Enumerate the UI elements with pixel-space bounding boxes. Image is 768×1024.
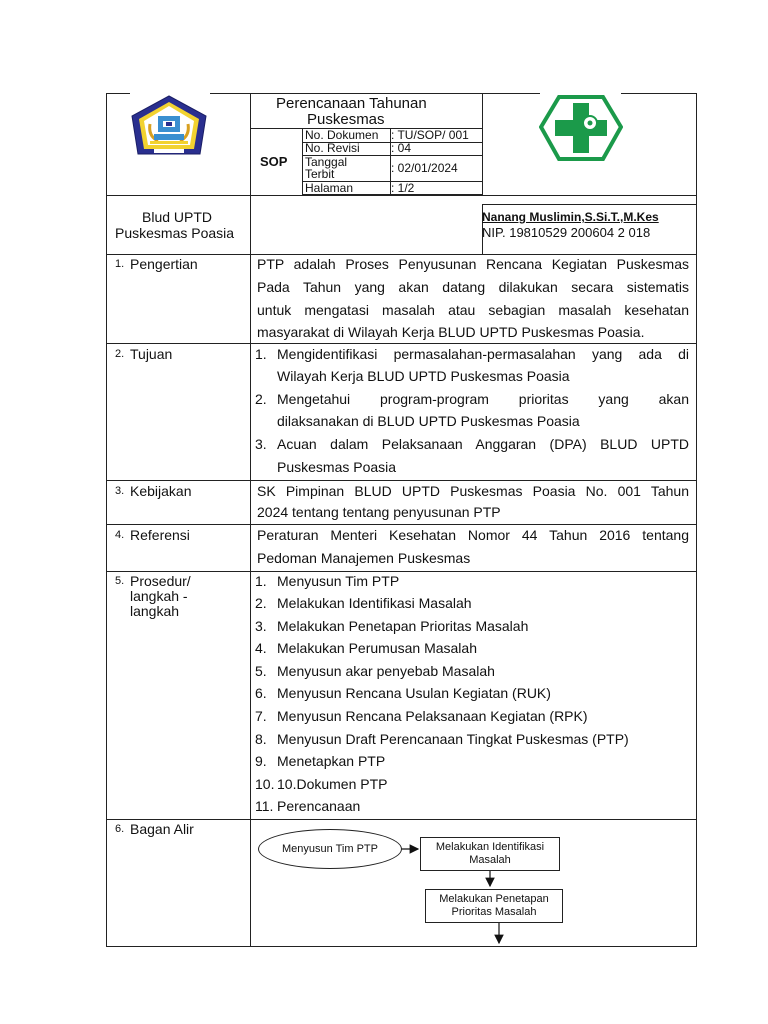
prosedur-item-text: Melakukan Perumusan Masalah [277,640,477,656]
row-sep-pengertian [106,343,697,344]
tujuan-item-text: Acuan dalam Pelaksanaan Anggaran (DPA) BLUD UPTD [277,436,689,452]
meta-value-no-dokumen: : TU/SOP/ 001 [391,128,469,142]
section-label-prosedur: langkah - [130,588,188,604]
meta-value-tanggal-terbit: : 02/01/2024 [391,161,458,175]
row-sep-tujuan [106,480,697,481]
flow-box-penetapan-line1: Melakukan Penetapan [439,893,549,905]
section-number: 5. [115,575,125,587]
prosedur-item-text: Menetapkan PTP [277,753,386,769]
tujuan-item-text: Mengidentifikasi permasalahan-permasalahan yang ada di [277,346,689,362]
section-number: 3. [115,485,125,497]
meta-label-no-revisi: No. Revisi [305,141,360,155]
prosedur-item-text: Menyusun Rencana Pelaksanaan Kegiatan (RPK) [277,708,588,724]
puskesmas-green-cross-logo [539,93,623,163]
prosedur-item-text: Melakukan Penetapan Prioritas Masalah [277,618,529,634]
signer-name: Nanang Muslimin,S.Si.T.,M.Kes [482,210,659,224]
tujuan-item-text: Wilayah Kerja BLUD UPTD Puskesmas Poasia [277,368,570,384]
prosedur-item-number: 11. [255,798,274,814]
tujuan-item-text: Puskesmas Poasia [277,459,397,475]
table-border-top-left [106,93,130,94]
section-number: 6. [115,823,125,835]
section-number: 1. [115,258,125,270]
flow-box-identifikasi-line1: Melakukan Identifikasi [435,841,545,853]
org-name-line2: Puskesmas Poasia [115,225,235,241]
prosedur-item-number: 5. [255,663,267,679]
section-label-kebijakan: Kebijakan [130,483,192,499]
prosedur-item-text: Menyusun akar penyebab Masalah [277,663,495,679]
header-divider-2 [482,93,483,195]
meta-value-no-revisi: : 04 [391,141,412,155]
section-label-bagan-alir: Bagan Alir [130,821,194,837]
meta-label-terbit: Terbit [305,167,335,181]
tujuan-item-number: 1. [255,346,267,362]
flow-box-identifikasi-line2: Masalah [469,854,511,866]
regional-emblem-logo [128,94,210,160]
header-divider-1 [250,93,251,254]
table-border-bottom [106,946,697,947]
tujuan-item-number: 2. [255,391,267,407]
prosedur-item-text: Melakukan Identifikasi Masalah [277,595,472,611]
section-number: 2. [115,348,125,360]
flow-box-penetapan-line2: Prioritas Masalah [451,906,537,918]
prosedur-item-number: 7. [255,708,267,724]
row-sep-kebijakan [106,524,697,525]
prosedur-item-text: Menyusun Rencana Usulan Kegiatan (RUK) [277,685,551,701]
prosedur-item-text: Menyusun Draft Perencanaan Tingkat Puskesmas (PTP) [277,731,629,747]
prosedur-item-number: 10. [255,776,275,792]
section-label-prosedur: langkah [130,603,180,619]
table-border-top-right [621,93,697,94]
kebijakan-text-line: SK Pimpinan BLUD UPTD Puskesmas Poasia No. 001 Tahun [257,483,689,499]
meta-label-no-dokumen: No. Dokumen [305,128,379,142]
pengertian-text-line: masyarakat di Wilayah Kerja BLUD UPTD Puskesmas Poasia. [257,324,645,340]
header-sub-line [482,204,697,205]
pengertian-text-line: untuk mengatasi masalah atau sebagian masalah kesehatan [257,302,689,318]
document-title-line2: Puskesmas [307,111,385,128]
meta-label-tanggal: Tanggal [305,155,348,169]
prosedur-item-number: 9. [255,753,267,769]
org-row-bottom [106,254,697,255]
signer-nip: NIP. 19810529 200604 2 018 [482,225,651,240]
prosedur-item-number: 1. [255,573,267,589]
table-border-top-mid [210,93,540,94]
prosedur-item-number: 2. [255,595,267,611]
kebijakan-text-line: 2024 tentang tentang penyusunan PTP [257,504,501,520]
pengertian-text-line: Pada Tahun yang akan datang dilakukan secara sistematis [257,279,689,295]
flow-box-penetapan [425,889,563,923]
section-label-pengertian: Pengertian [130,256,198,272]
tujuan-item-number: 3. [255,436,267,452]
flow-box-identifikasi [420,837,560,871]
pengertian-text-line: PTP adalah Proses Penyusunan Rencana Kegiatan Puskesmas [257,256,689,272]
sop-divider [302,129,303,195]
prosedur-item-text: Menyusun Tim PTP [277,573,400,589]
prosedur-item-number: 3. [255,618,267,634]
section-label-tujuan: Tujuan [130,346,173,362]
prosedur-item-text: Perencanaan [277,798,361,814]
meta-label-halaman: Halaman [305,181,354,195]
referensi-text-line: Peraturan Menteri Kesehatan Nomor 44 Tahun 2016 tentang [257,527,689,543]
flow-start-ellipse: Menyusun Tim PTP [258,829,402,869]
tujuan-item-text: dilaksanakan di BLUD UPTD Puskesmas Poasia [277,413,580,429]
section-label-prosedur: Prosedur/ [130,573,191,589]
prosedur-item-number: 4. [255,640,267,656]
prosedur-item-text: 10.Dokumen PTP [277,776,388,792]
prosedur-item-number: 8. [255,731,267,747]
referensi-text-line: Pedoman Manajemen Puskesmas [257,550,471,566]
row-sep-referensi [106,571,697,572]
meta-value-halaman: : 1/2 [391,181,415,195]
document-title-line1: Perencanaan Tahunan [276,95,427,112]
sop-label: SOP [260,154,288,169]
header-bottom-line [106,195,697,196]
org-name-line1: Blud UPTD [142,209,213,225]
section-number: 4. [115,529,125,541]
tujuan-item-text: Mengetahui program-program prioritas yang akan [277,391,689,407]
section-label-referensi: Referensi [130,527,190,543]
prosedur-item-number: 6. [255,685,267,701]
